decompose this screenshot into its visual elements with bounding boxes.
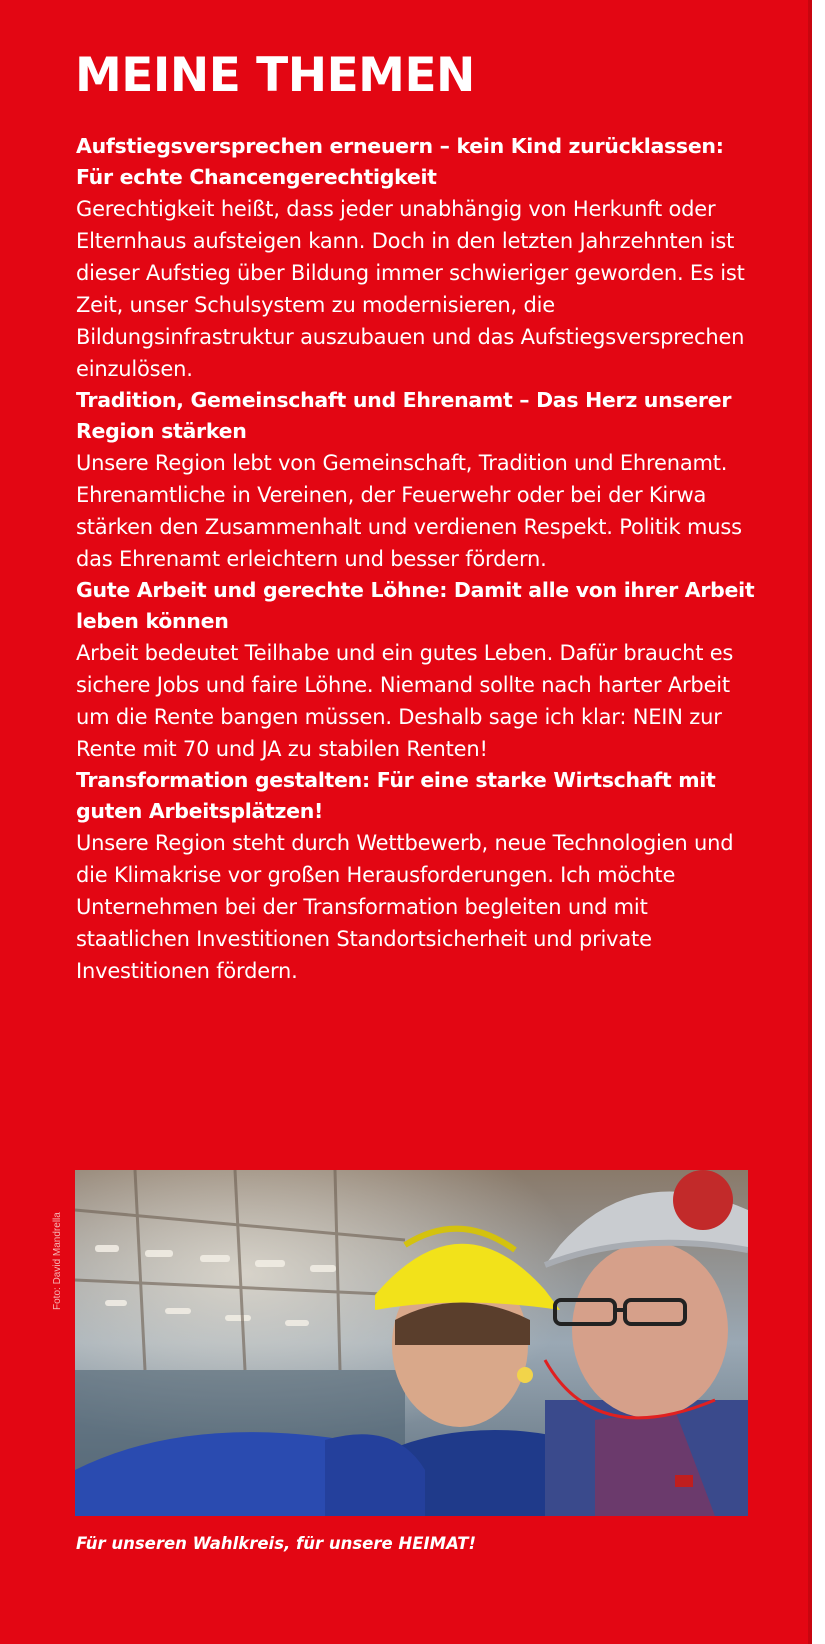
theme-section	[76, 131, 756, 385]
theme-heading: Gute Arbeit und gerechte Löhne: Damit alle von ihrer Arbeit leben können	[76, 578, 755, 633]
theme-body: Unsere Region lebt von Gemeinschaft, Tradition und Ehrenamt. Ehrenamtliche in Vereinen, der Feuerwehr oder bei der Kirwa stärken den Zusammenhalt und verdienen Respekt. Politik muss das Ehrenamt erleichtern und besser fördern.	[76, 451, 742, 571]
theme-body: Arbeit bedeutet Teilhabe und ein gutes Leben. Dafür braucht es sichere Jobs und faire Löhne. Niemand sollte nach harter Arbeit um die Rente bangen müssen. Deshalb sage ich klar: NEIN zur Rente mit 70 und JA zu stabilen Renten!	[76, 641, 734, 761]
workers-illustration	[75, 1170, 748, 1516]
theme-section	[76, 575, 756, 765]
photo-caption: Für unseren Wahlkreis, für unsere HEIMAT!	[76, 1534, 477, 1553]
theme-heading: Tradition, Gemeinschaft und Ehrenamt – Das Herz unserer Region stärken	[76, 388, 732, 443]
photo-credit: Foto: David Mandrella	[52, 1212, 63, 1310]
themes-list	[76, 131, 756, 987]
theme-heading: Transformation gestalten: Für eine starke Wirtschaft mit guten Arbeitsplätzen!	[76, 768, 716, 823]
theme-section	[76, 765, 756, 987]
theme-body: Gerechtigkeit heißt, dass jeder unabhängig von Herkunft oder Elternhaus aufsteigen kann. Doch in den letzten Jahrzehnten ist dieser Aufstieg über Bildung immer schwieriger geworden. Es ist Zeit, unser Schulsystem zu modernisieren, die Bildungsinfrastruktur auszubauen und das Aufstiegsversprechen einzulösen.	[76, 197, 745, 381]
theme-section	[76, 385, 756, 575]
workers-photo	[75, 1170, 748, 1516]
page-title: MEINE THEMEN	[75, 48, 475, 103]
theme-body: Unsere Region steht durch Wettbewerb, neue Technologien und die Klimakrise vor großen Herausforderungen. Ich möchte Unternehmen bei der Transformation begleiten und mit staatlichen Investitionen Standortsicherheit und private Investitionen fördern.	[76, 831, 734, 983]
theme-heading: Aufstiegsversprechen erneuern – kein Kind zurücklassen: Für echte Chancengerechtigkeit	[76, 134, 724, 189]
